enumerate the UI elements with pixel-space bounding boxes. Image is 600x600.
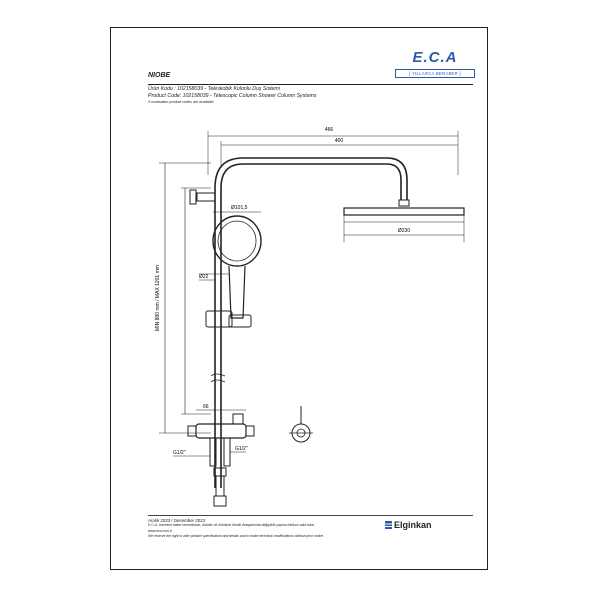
elginkan-wordmark: Elginkan [394, 520, 432, 530]
footer-website: www.eca.com.tr [148, 528, 172, 533]
wall-bracket-top [190, 190, 215, 204]
eca-logo-mark: E.C.A [412, 49, 458, 66]
inlet-left-label: G1/2" [173, 450, 186, 456]
footer-divider [148, 515, 473, 516]
mixer-body [173, 410, 254, 506]
spec-sheet [110, 27, 488, 570]
series-title: NIOBE [148, 72, 171, 79]
dim-rain-label: Ø230 [397, 228, 411, 234]
height-dimension [159, 163, 211, 433]
shower-arm [215, 158, 407, 200]
footer-disclaimer-en: We reserve the right to alter product specification and details and to make technical modifications without prior notice. [148, 533, 324, 538]
product-code-en: Product Code: 102158039 - Telescopic Column Shower Column Systems [148, 92, 317, 99]
dim-spacing-label: 66 [203, 404, 209, 410]
inlet-right-label: G1/2" [235, 446, 248, 452]
elginkan-logo [385, 520, 432, 530]
dim-arm-label: 400 [334, 138, 344, 144]
shower-column [211, 188, 225, 488]
mixer-side-view [289, 406, 313, 442]
dim-total-label: 466 [324, 127, 334, 133]
footer-text [148, 518, 324, 539]
technical-drawing [111, 28, 487, 569]
eca-slogan: [ YILLARCA BERABER ] [395, 69, 475, 78]
footer-disclaimer-tr: E.C.A. önceden haber vermeksizin, ürünler ve ürünlerin teknik detaylarında değişiklik yapma hakkını saklı tutar. [148, 523, 315, 528]
rain-shower-head [344, 200, 464, 242]
dim-hand-label: Ø101,5 [231, 205, 248, 211]
elginkan-mark-icon [385, 521, 392, 529]
footer-date: Aralık 2023 / December 2023 [148, 518, 206, 523]
localisation-note: *Localisation product codes are available. [148, 100, 215, 105]
dim-bar-label: Ø22 [199, 274, 209, 280]
dim-height-label: MIN 880 mm / MAX 1201 mm [155, 265, 161, 331]
product-code-tr: Ürün Kodu : 102158039 - Teleskobik Kolonlu Duş Sistemi [148, 86, 280, 92]
